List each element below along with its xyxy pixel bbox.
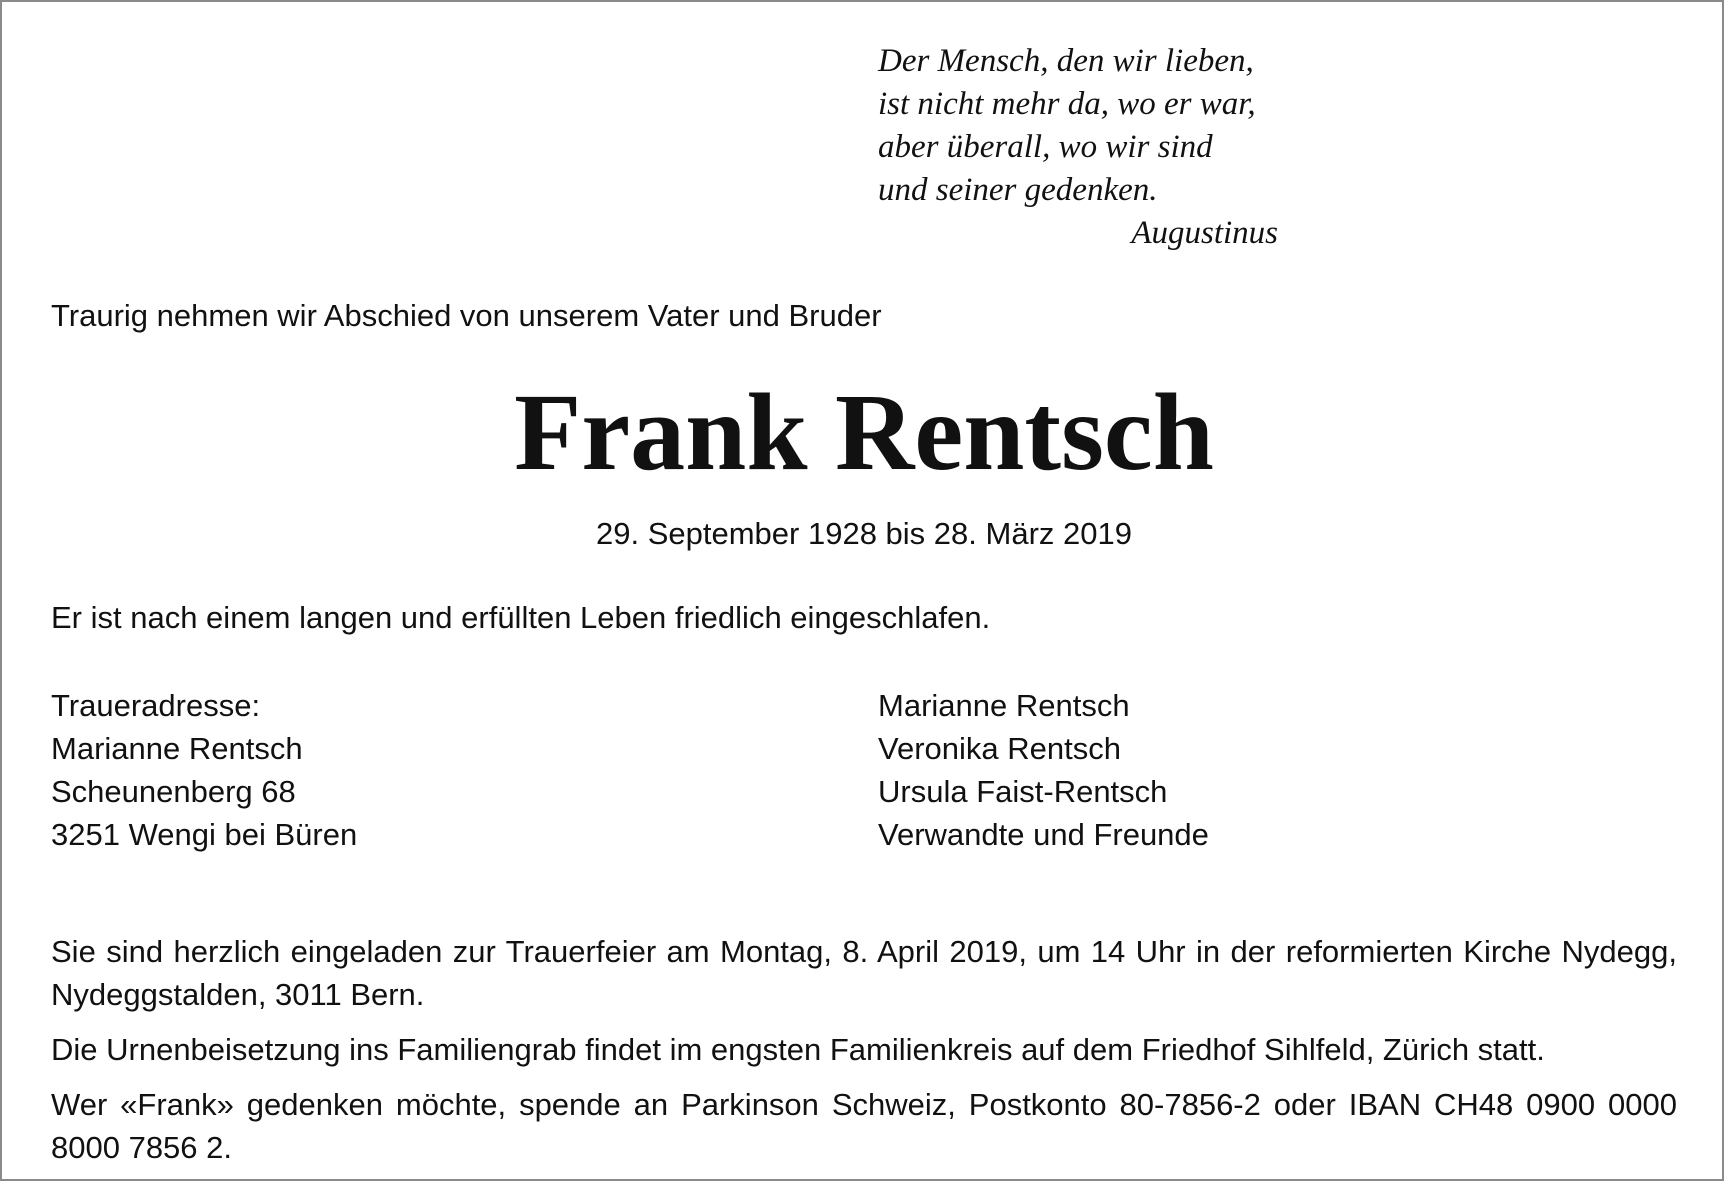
- motto-quote: [878, 40, 1278, 255]
- mourning-address-label: Traueradresse:: [51, 688, 261, 723]
- family-member: Verwandte und Freunde: [878, 817, 1209, 852]
- family-member: Marianne Rentsch: [878, 688, 1130, 723]
- statement-text: Er ist nach einem langen und erfüllten Leben friedlich eingeschlafen.: [51, 600, 991, 635]
- family-member: Veronika Rentsch: [878, 731, 1121, 766]
- motto-line: aber überall, wo wir sind: [878, 129, 1213, 165]
- address-line: 3251 Wengi bei Büren: [51, 817, 358, 852]
- motto-line: ist nicht mehr da, wo er war,: [878, 86, 1256, 122]
- life-dates: 29. September 1928 bis 28. März 2019: [596, 516, 1132, 551]
- motto-line: und seiner gedenken.: [878, 172, 1158, 208]
- burial-paragraph: Die Urnenbeisetzung ins Familiengrab findet im engsten Familienkreis auf dem Friedhof Sihlfeld, Zürich statt.: [51, 1032, 1545, 1067]
- motto-line: Der Mensch, den wir lieben,: [878, 43, 1254, 79]
- motto-author: Augustinus: [1131, 215, 1278, 251]
- mourning-address: [51, 684, 357, 856]
- donation-paragraph: Wer «Frank» gedenken möchte, spende an Parkinson Schweiz, Postkonto 80-7856-2 oder IBAN CH48 0900 0000 8000 7856 2.: [51, 1087, 1677, 1165]
- address-line: Scheunenberg 68: [51, 774, 296, 809]
- deceased-name: Frank Rentsch: [514, 371, 1214, 493]
- family-list: [878, 684, 1209, 856]
- address-line: Marianne Rentsch: [51, 731, 303, 766]
- intro-text: Traurig nehmen wir Abschied von unserem Vater und Bruder: [51, 298, 882, 333]
- ceremony-paragraph: Sie sind herzlich eingeladen zur Trauerfeier am Montag, 8. April 2019, um 14 Uhr in der reformierten Kirche Nydegg, Nydeggstalden, 3011 Bern.: [51, 934, 1677, 1012]
- family-member: Ursula Faist-Rentsch: [878, 774, 1168, 809]
